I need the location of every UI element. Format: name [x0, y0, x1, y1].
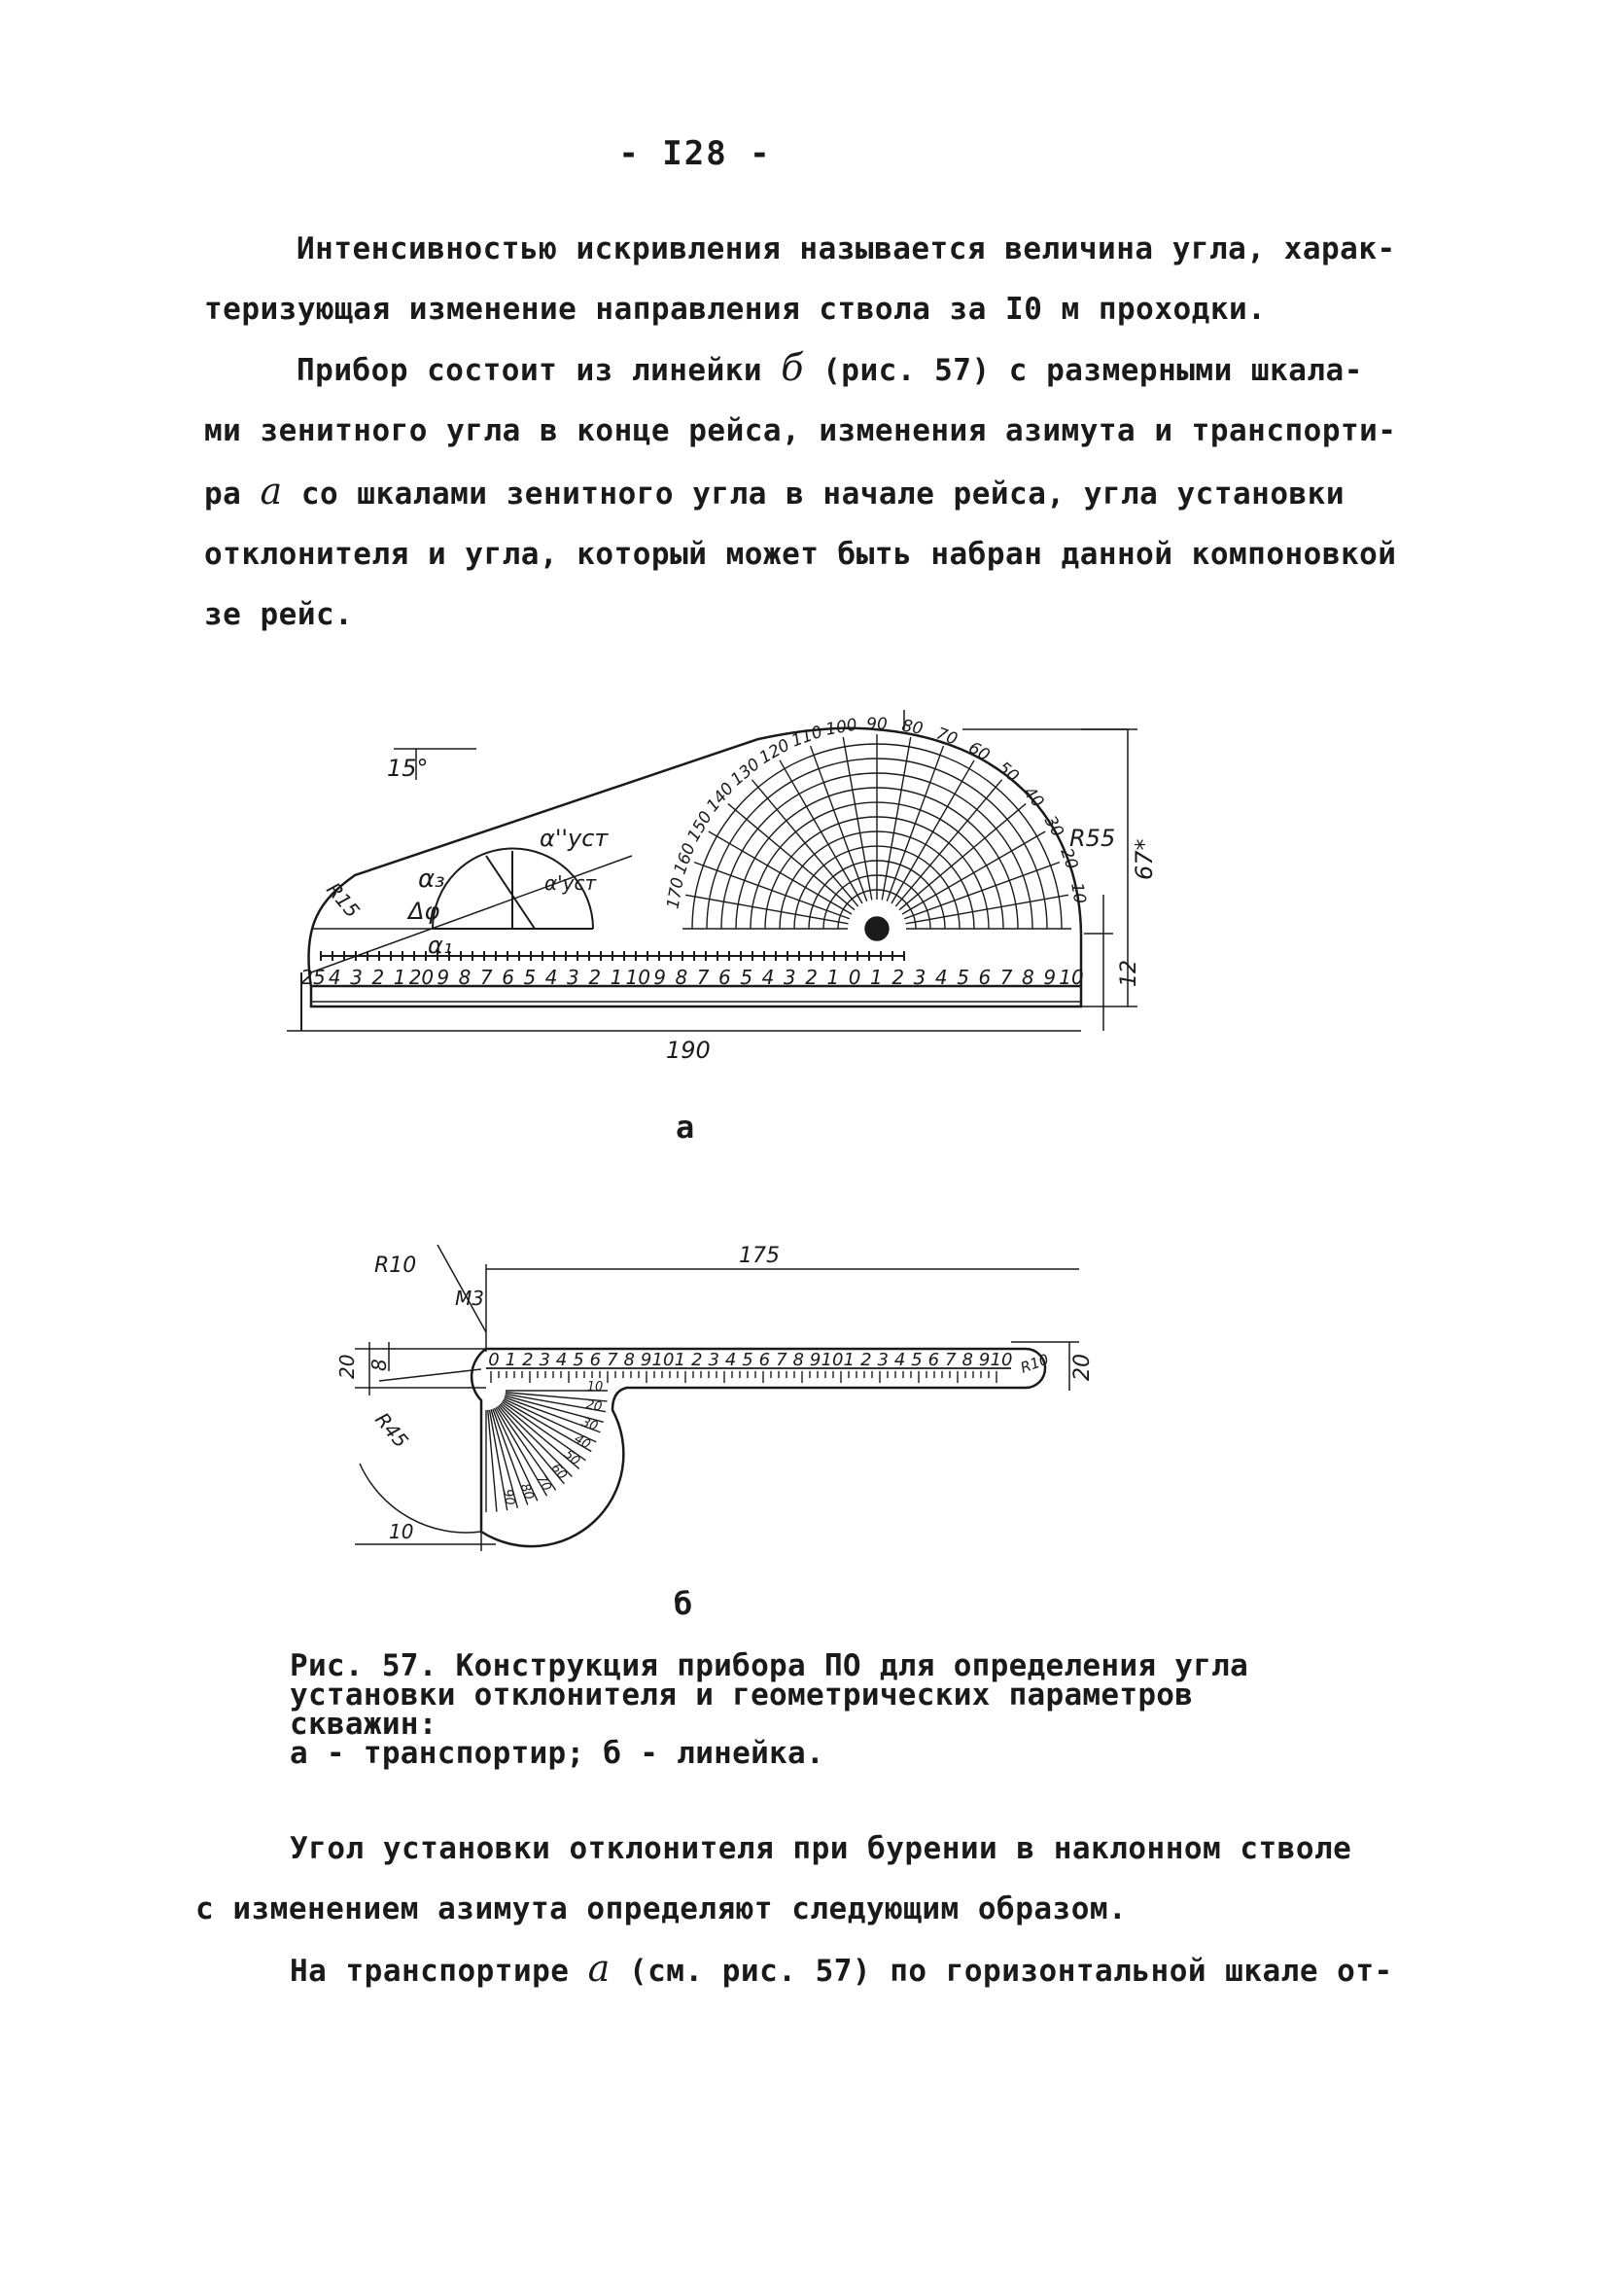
ruler-label: 3: [877, 1350, 889, 1370]
symbol-a-2: а: [587, 1947, 611, 1990]
dim-height-67: 67*: [1131, 838, 1158, 880]
scale-label: 5: [523, 966, 537, 989]
arc-scale-label: 170: [663, 875, 688, 911]
scale-label: 4: [544, 966, 558, 989]
scale-label: 2: [588, 966, 602, 989]
scale-label: 7: [999, 966, 1013, 989]
ruler-label: 2: [522, 1350, 534, 1370]
ruler-label: 9: [978, 1350, 991, 1370]
fan-label: 10: [586, 1380, 604, 1395]
dim-angle-15: 15°: [387, 755, 429, 782]
ruler-label: 3: [708, 1350, 719, 1370]
caption-line-1: Рис. 57. Конструкция прибора ПО для определения угла: [290, 1648, 1249, 1683]
scale-label: 1: [870, 966, 883, 989]
ruler-label: 2: [691, 1350, 703, 1370]
dim-scale-height-12: 12: [1117, 960, 1141, 987]
ruler-label: 9: [640, 1350, 652, 1370]
scale-label: 0: [848, 966, 861, 989]
dim-r10-left: R10: [374, 1254, 417, 1278]
dim-length-175: 175: [739, 1244, 780, 1268]
scale-label: 9: [653, 966, 666, 989]
scale-label: 9: [1043, 966, 1057, 989]
ruler-label: 1: [674, 1350, 686, 1370]
symbol-b: б: [781, 346, 804, 389]
arc-scale-label: 10: [1066, 881, 1090, 905]
scale-label: 10: [625, 966, 651, 989]
paragraph-4: [290, 1938, 1393, 2001]
arc-scale-label: 90: [866, 715, 888, 734]
dim-r10-right: R10: [1018, 1350, 1052, 1377]
paragraph-1-line-1: Интенсивностью искривления называется величина угла, харак-: [297, 231, 1396, 266]
scale-label: 4: [328, 966, 341, 989]
arc-scale-label: 100: [823, 715, 859, 740]
scale-label: 3: [913, 966, 926, 989]
paragraph-1: [204, 219, 1396, 339]
arc-scale-label: 50: [994, 758, 1023, 787]
arc-scale-label: 130: [727, 755, 764, 791]
scale-label: 5: [740, 966, 753, 989]
figure-b-ruler: [331, 1235, 1147, 1575]
scale-label: 4: [934, 966, 948, 989]
ruler-label: 1: [505, 1350, 517, 1370]
paragraph-2-line-5: зе рейс.: [204, 597, 354, 632]
paragraph-3-line-1: Угол установки отклонителя при бурении в наклонном стволе: [290, 1831, 1352, 1866]
paragraph-3-line-2: с изменением азимута определяют следующим образом.: [195, 1891, 1128, 1926]
scale-label: 8: [458, 966, 472, 989]
arc-scale-label: 40: [1019, 783, 1048, 812]
fan-label: 30: [579, 1415, 600, 1434]
paragraph-1-line-2: теризующая изменение направления ствола за I0 м проходки.: [204, 292, 1267, 327]
dim-length-190: 190: [666, 1037, 711, 1064]
paragraph-2-line-1: Прибор состоит из линейки б (рис. 57) с размерными шкала-: [297, 346, 1363, 389]
paragraph-2-line-4: отклонителя и угла, который может быть набран данной компоновкой: [204, 537, 1397, 572]
ruler-label: 7: [945, 1350, 957, 1370]
paragraph-2-line-2: ми зенитного угла в конце рейса, изменения азимута и транспорти-: [204, 413, 1397, 448]
paragraph-3: [195, 1819, 1352, 1939]
scale-label: 6: [978, 966, 992, 989]
ruler-label: 9: [809, 1350, 821, 1370]
dim-m3: M3: [455, 1287, 484, 1310]
ruler-label: 4: [724, 1350, 737, 1370]
scale-label: 3: [350, 966, 363, 989]
dim-10: 10: [389, 1520, 414, 1543]
scale-label: 4: [761, 966, 775, 989]
ruler-label: 7: [776, 1350, 787, 1370]
scale-label: 1: [826, 966, 840, 989]
paragraph-4-line-1: На транспортире а (см. рис. 57) по горизонтальной шкале от-: [290, 1947, 1393, 1990]
ruler-label: 5: [742, 1350, 753, 1370]
ruler-label: 10: [821, 1350, 844, 1370]
scale-label: 7: [479, 966, 493, 989]
dim-radius-55: R55: [1069, 825, 1116, 852]
scale-label: 1: [610, 966, 623, 989]
scale-label: 2: [371, 966, 385, 989]
caption-line-3: скважин:: [290, 1707, 437, 1742]
figure-b-label: б: [674, 1585, 693, 1622]
arc-scale-label: 120: [755, 735, 794, 768]
paragraph-2-line-3: ра а со шкалами зенитного угла в начале рейса, угла установки: [204, 470, 1345, 512]
scale-label: 3: [783, 966, 796, 989]
dim-20-right: 20: [1070, 1354, 1095, 1381]
ruler-label: 0: [488, 1350, 500, 1370]
caption-line-4: а - транспортир; б - линейка.: [290, 1736, 824, 1771]
ruler-label: 3: [539, 1350, 550, 1370]
ruler-label: 7: [607, 1350, 618, 1370]
fan-label: 80: [516, 1481, 537, 1502]
fan-label: 20: [584, 1397, 604, 1415]
arc-scale-label: 140: [703, 779, 739, 816]
scale-label: 5: [957, 966, 969, 989]
ruler-label: 8: [961, 1350, 973, 1370]
ruler-label: 8: [623, 1350, 635, 1370]
figure-a-label: а: [676, 1109, 695, 1146]
ruler-label: 6: [758, 1350, 771, 1370]
ruler-label: 2: [860, 1350, 872, 1370]
angle-alpha-1: α₁: [428, 932, 453, 959]
dim-radius-15: R15: [322, 877, 365, 923]
ruler-label: 4: [893, 1350, 906, 1370]
arc-scale-label: 160: [670, 840, 700, 877]
angle-alpha-ust-single: α'уст: [544, 871, 597, 895]
ruler-label: 6: [927, 1350, 940, 1370]
angle-alpha-3: α₃: [418, 865, 445, 894]
scale-label: 8: [1022, 966, 1034, 989]
angle-delta-phi: Δφ: [408, 898, 440, 925]
ruler-label: 5: [911, 1350, 923, 1370]
arc-scale-label: 20: [1056, 845, 1082, 872]
ruler-label: 5: [573, 1350, 584, 1370]
ruler-label: 4: [555, 1350, 568, 1370]
page-number: - I28 -: [618, 134, 772, 173]
fan-label: 50: [560, 1447, 583, 1469]
scale-label: 1: [393, 966, 406, 989]
scale-label: 20: [408, 966, 435, 989]
ruler-label: 6: [589, 1350, 602, 1370]
caption-line-2: установки отклонителя и геометрических параметров: [290, 1678, 1194, 1713]
scale-label: 10: [1059, 966, 1084, 989]
symbol-a: а: [260, 470, 283, 512]
ruler-label: 10: [990, 1350, 1013, 1370]
ruler-label: 10: [651, 1350, 675, 1370]
scale-label: 9: [437, 966, 450, 989]
scale-label: 6: [502, 966, 514, 989]
ruler-label: 8: [792, 1350, 804, 1370]
scale-label: 6: [718, 966, 731, 989]
figure-caption: [290, 1648, 1249, 1771]
scale-label: 7: [696, 966, 710, 989]
scale-label: 3: [567, 966, 579, 989]
scale-label: 8: [675, 966, 688, 989]
scale-label: 2: [805, 966, 818, 989]
arc-scale-label: 60: [964, 738, 994, 766]
ruler-label: 1: [843, 1350, 856, 1370]
arc-scale-label: 150: [683, 807, 717, 846]
scale-label: 25: [300, 966, 326, 989]
fan-label: 60: [547, 1461, 570, 1483]
center-hub: [865, 917, 889, 940]
arc-scale-label: 30: [1039, 812, 1067, 841]
fan-label: 70: [533, 1472, 554, 1495]
dim-20-left: 20: [335, 1354, 359, 1379]
fan-label: 40: [571, 1431, 593, 1453]
dim-r45: R45: [370, 1407, 413, 1453]
arc-scale-label: 70: [933, 724, 961, 750]
arc-scale-label: 80: [900, 716, 925, 739]
arc-scale-label: 110: [788, 722, 825, 752]
fan-label: 90: [500, 1488, 517, 1507]
figure-a-protractor: [282, 710, 1196, 1099]
angle-alpha-ust-double: α''уст: [540, 825, 609, 852]
scale-label: 2: [891, 966, 905, 989]
paragraph-2: [204, 337, 1397, 645]
dim-8: 8: [367, 1359, 391, 1371]
